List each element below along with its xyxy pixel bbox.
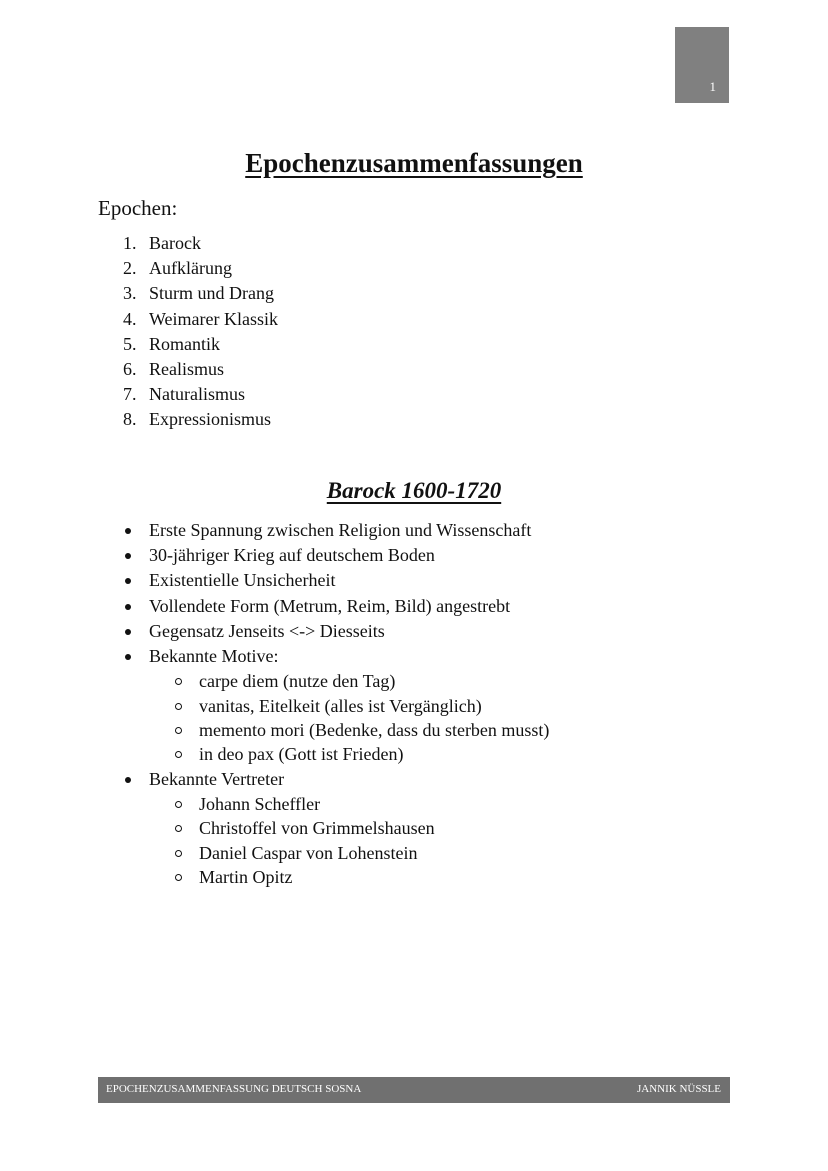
sub-list-item bbox=[149, 694, 549, 718]
circle-bullet-icon bbox=[175, 825, 182, 832]
epoch-label: Realismus bbox=[149, 358, 224, 379]
bullet-icon bbox=[125, 604, 131, 610]
motive-text: memento mori (Bedenke, dass du sterben musst) bbox=[199, 719, 550, 740]
author-name: Christoffel von Grimmelshausen bbox=[199, 818, 435, 839]
list-item bbox=[149, 543, 549, 568]
list-item bbox=[149, 644, 549, 669]
document-title: Epochenzusammenfassungen bbox=[245, 148, 583, 178]
point-text: Erste Spannung zwischen Religion und Wissenschaft bbox=[149, 520, 532, 540]
point-text: 30-jähriger Krieg auf deutschem Boden bbox=[149, 545, 435, 566]
sub-list-item bbox=[149, 718, 549, 742]
list-item bbox=[123, 382, 278, 407]
circle-bullet-icon bbox=[175, 703, 182, 710]
authors-label: Bekannte Vertreter bbox=[149, 768, 285, 789]
epoch-label: Naturalismus bbox=[149, 384, 245, 405]
epoch-label: Aufklärung bbox=[149, 258, 232, 279]
motive-text: vanitas, Eitelkeit (alles ist Vergänglich) bbox=[199, 695, 482, 716]
list-number: 6. bbox=[123, 358, 137, 379]
epochs-heading: Epochen: bbox=[98, 196, 178, 220]
epoch-label: Expressionismus bbox=[149, 409, 272, 430]
list-number: 4. bbox=[123, 308, 137, 329]
bullet-icon bbox=[125, 578, 131, 584]
motive-text: in deo pax (Gott ist Frieden) bbox=[199, 744, 404, 765]
list-item bbox=[123, 357, 278, 382]
epochs-list bbox=[123, 231, 279, 433]
bullet-icon bbox=[125, 553, 131, 559]
list-item bbox=[123, 256, 278, 281]
footer-author: JANNIK NÜSSLE bbox=[636, 1083, 721, 1095]
circle-bullet-icon bbox=[175, 850, 182, 857]
list-item bbox=[149, 518, 549, 543]
list-number: 7. bbox=[123, 384, 137, 405]
list-number: 1. bbox=[123, 233, 137, 253]
epoch-label: Sturm und Drang bbox=[149, 283, 274, 304]
epoch-label: Weimarer Klassik bbox=[149, 308, 279, 329]
page-number: 1 bbox=[709, 79, 716, 94]
point-text: Existentielle Unsicherheit bbox=[149, 570, 336, 591]
circle-bullet-icon bbox=[175, 751, 182, 758]
page-number-badge bbox=[675, 27, 729, 103]
barock-list bbox=[149, 518, 549, 889]
circle-bullet-icon bbox=[175, 874, 182, 881]
list-item bbox=[149, 594, 549, 619]
bullet-icon bbox=[125, 654, 131, 660]
list-item bbox=[123, 231, 278, 256]
author-name: Daniel Caspar von Lohenstein bbox=[199, 842, 418, 863]
sub-list-item bbox=[149, 742, 549, 766]
list-item bbox=[123, 407, 278, 432]
sub-list-item bbox=[149, 865, 549, 889]
point-text: Gegensatz Jenseits <-> Diesseits bbox=[149, 620, 385, 641]
page-footer bbox=[98, 1077, 730, 1103]
author-name: Johann Scheffler bbox=[199, 793, 321, 814]
list-number: 5. bbox=[123, 333, 137, 354]
bullet-icon bbox=[125, 528, 131, 534]
list-item bbox=[123, 281, 278, 306]
sub-list-item bbox=[149, 792, 549, 816]
point-text: Vollendete Form (Metrum, Reim, Bild) angestrebt bbox=[149, 595, 511, 616]
circle-bullet-icon bbox=[175, 727, 182, 734]
circle-bullet-icon bbox=[175, 678, 182, 685]
motives-label: Bekannte Motive: bbox=[149, 645, 279, 666]
list-item bbox=[123, 332, 278, 357]
list-item bbox=[149, 619, 549, 644]
list-item bbox=[149, 568, 549, 593]
motive-text: carpe diem (nutze den Tag) bbox=[199, 671, 396, 692]
author-name: Martin Opitz bbox=[199, 867, 293, 888]
list-number: 2. bbox=[123, 258, 137, 279]
list-item bbox=[123, 307, 279, 332]
barock-heading: Barock 1600-1720 bbox=[326, 478, 502, 503]
list-number: 3. bbox=[123, 283, 137, 304]
sub-list-item bbox=[149, 816, 549, 840]
sub-list-item bbox=[149, 841, 549, 865]
epoch-label: Barock bbox=[149, 233, 201, 253]
sub-list-item bbox=[149, 669, 549, 693]
bullet-icon bbox=[125, 777, 131, 783]
list-item bbox=[149, 767, 549, 792]
circle-bullet-icon bbox=[175, 801, 182, 808]
footer-left-text: EPOCHENZUSAMMENFASSUNG DEUTSCH SOSNA bbox=[106, 1083, 362, 1095]
bullet-icon bbox=[125, 629, 131, 635]
epoch-label: Romantik bbox=[149, 333, 220, 354]
list-number: 8. bbox=[123, 409, 137, 430]
